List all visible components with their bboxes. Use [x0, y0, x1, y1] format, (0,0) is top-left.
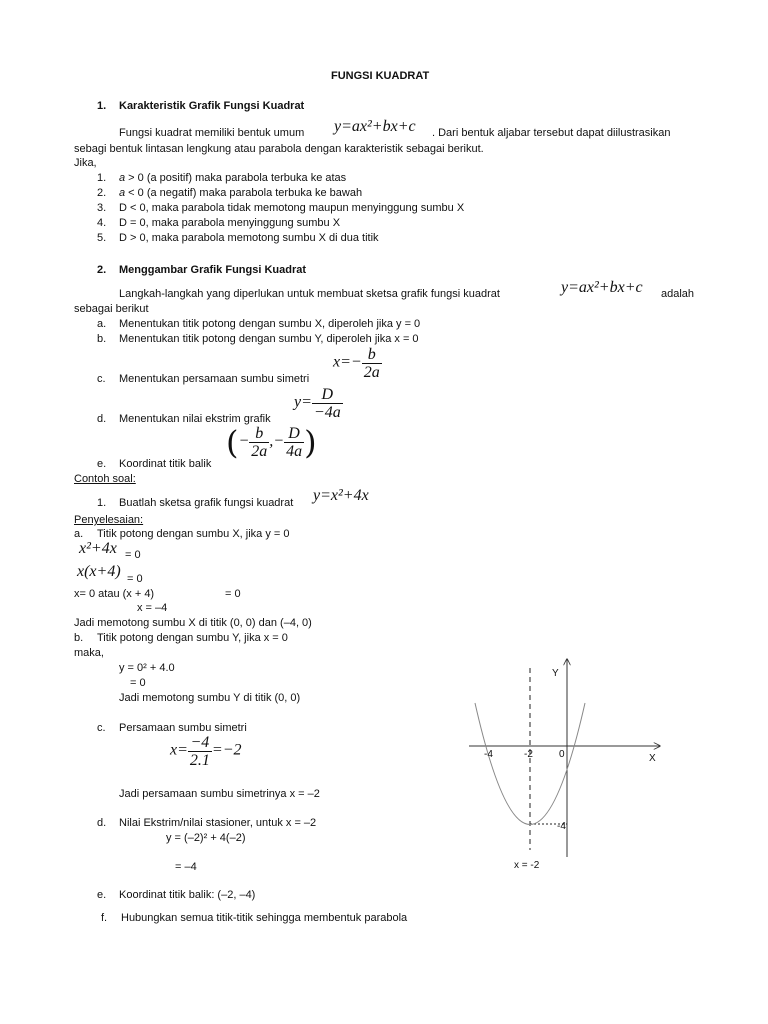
- step-text: Menentukan persamaan sumbu simetri: [119, 373, 310, 385]
- x-axis-label: X: [649, 753, 656, 764]
- jika-label: Jika,: [74, 157, 97, 169]
- section2-intro-b: adalah: [661, 288, 695, 300]
- solution-b-text: Titik potong dengan sumbu Y, jika x = 0: [97, 632, 288, 644]
- extreme-numerator: D: [312, 386, 343, 404]
- characteristic-text: D < 0, maka parabola tidak memotong maupun menyinggung sumbu X: [119, 202, 465, 214]
- step-letter: d.: [97, 413, 107, 425]
- extreme-denominator: −4a: [313, 404, 341, 421]
- root-zero-eq: = 0: [225, 588, 241, 600]
- extreme-line-1: y = (–2)² + 4(–2): [166, 832, 246, 844]
- characteristic-number: 4.: [97, 217, 107, 229]
- symmetry-axis-label: x = -2: [514, 860, 540, 871]
- page-title: FUNGSI KUADRAT: [331, 70, 430, 82]
- general-formula: y=ax²+bx+c: [334, 118, 416, 135]
- characteristic-item: [119, 217, 340, 230]
- example-heading: Contoh soal:: [74, 473, 136, 485]
- characteristic-text: > 0 (a positif) maka parabola terbuka ke atas: [125, 172, 347, 184]
- characteristic-number: 3.: [97, 202, 107, 214]
- step-text: Menentukan nilai ekstrim grafik: [119, 413, 271, 425]
- example-function: y=x²+4x: [313, 487, 369, 504]
- characteristic-text: < 0 (a negatif) maka parabola terbuka ke bawah: [125, 187, 363, 199]
- section2-heading: Menggambar Grafik Fungsi Kuadrat: [119, 264, 307, 276]
- section2-intro-c: sebagai berikut: [74, 303, 149, 315]
- characteristic-item: [119, 172, 346, 185]
- turning-den-2: 4a: [286, 443, 303, 460]
- characteristic-item: [119, 187, 362, 200]
- y-intercept-line-2: = 0: [130, 677, 146, 689]
- solution-b-label: b.: [74, 632, 84, 644]
- vertex-y-label: -4: [557, 821, 566, 832]
- solution-heading: Penyelesaian:: [74, 514, 144, 526]
- solution-e-label: e.: [97, 889, 107, 901]
- root-minus-four: x = –4: [137, 602, 168, 614]
- y-intercept-line-1: y = 0² + 4.0: [119, 662, 175, 674]
- symmetry-denominator: 2a: [363, 364, 380, 381]
- characteristic-item: [119, 232, 379, 245]
- equation-1-zero: = 0: [125, 549, 141, 561]
- x-intercepts-conclusion: Jadi memotong sumbu X di titik (0, 0) dan (–4, 0): [74, 617, 312, 629]
- solution-d-label: d.: [97, 817, 107, 829]
- step-letter: e.: [97, 458, 107, 470]
- solution-d-text: Nilai Ekstrim/nilai stasioner, untuk x = –2: [119, 817, 317, 829]
- sym-comp-numerator: −4: [188, 734, 212, 752]
- root-zero: x= 0 atau (x + 4): [74, 588, 155, 600]
- symmetry-conclusion: Jadi persamaan sumbu simetrinya x = –2: [119, 788, 320, 800]
- step-letter: c.: [97, 373, 106, 385]
- solution-c-label: c.: [97, 722, 106, 734]
- characteristic-text: D = 0, maka parabola menyinggung sumbu X: [119, 217, 341, 229]
- turning-den-1: 2a: [251, 443, 268, 460]
- tick-label-minus-4: -4: [484, 749, 493, 760]
- tick-label-origin: 0: [559, 749, 565, 760]
- step-text: Koordinat titik balik: [119, 458, 212, 470]
- characteristic-text: D > 0, maka parabola memotong sumbu X di dua titik: [119, 232, 379, 244]
- section1-heading: Karakteristik Grafik Fungsi Kuadrat: [119, 100, 305, 112]
- step-letter: b.: [97, 333, 107, 345]
- step-text: Menentukan titik potong dengan sumbu X, diperoleh jika y = 0: [119, 318, 421, 330]
- characteristic-variable: a: [119, 187, 126, 199]
- section1-intro-a: Fungsi kuadrat memiliki bentuk umum: [119, 127, 305, 139]
- section1-intro-c: sebagi bentuk lintasan lengkung atau parabola dengan karakteristik sebagai berikut.: [74, 143, 484, 155]
- symmetry-numerator: b: [362, 346, 382, 364]
- example-question-text: Buatlah sketsa grafik fungsi kuadrat: [119, 497, 294, 509]
- symmetry-lhs: x=−: [333, 353, 362, 371]
- extreme-lhs: y=: [294, 393, 312, 411]
- equation-2: x(x+4): [77, 563, 121, 580]
- y-axis-label: Y: [552, 668, 559, 679]
- solution-a-text: Titik potong dengan sumbu X, jika y = 0: [97, 528, 290, 540]
- equation-1: x²+4x: [79, 540, 117, 557]
- tick-label-minus-2: -2: [524, 749, 533, 760]
- section1-intro-b: . Dari bentuk aljabar tersebut dapat diilustrasikan: [432, 127, 671, 139]
- section2-number: 2.: [97, 264, 107, 276]
- solution-c-text: Persamaan sumbu simetri: [119, 722, 247, 734]
- characteristic-number: 2.: [97, 187, 107, 199]
- section2-intro-a: Langkah-langkah yang diperlukan untuk membuat sketsa grafik fungsi kuadrat: [119, 288, 500, 300]
- general-formula-2: y=ax²+bx+c: [561, 279, 643, 296]
- example-question-number: 1.: [97, 497, 107, 509]
- parabola-curve: [475, 703, 585, 825]
- turning-num-1: b: [249, 425, 269, 443]
- symmetry-formula: [333, 346, 382, 381]
- step-letter: a.: [97, 318, 107, 330]
- solution-e-text: Koordinat titik balik: (–2, –4): [119, 889, 256, 901]
- characteristic-number: 1.: [97, 172, 107, 184]
- solution-a-label: a.: [74, 528, 84, 540]
- characteristic-number: 5.: [97, 232, 107, 244]
- turning-point-formula: (− $\frac{b}{2a}$ ,− $\frac{D}{4a}$ ): [226, 423, 317, 462]
- maka-label: maka,: [74, 647, 104, 659]
- solution-f-text: Hubungkan semua titik-titik sehingga membentuk parabola: [121, 912, 408, 924]
- characteristic-item: [119, 202, 464, 215]
- extreme-formula: [294, 386, 343, 421]
- characteristic-variable: a: [119, 172, 126, 184]
- extreme-line-2: = –4: [175, 861, 197, 873]
- sym-comp-lhs: x=: [170, 741, 188, 759]
- solution-f-label: f.: [101, 912, 108, 924]
- equation-2-zero: = 0: [127, 573, 143, 585]
- sym-comp-rhs: =−2: [211, 741, 242, 759]
- turning-num-2: D: [284, 425, 304, 443]
- symmetry-computation: [170, 734, 242, 769]
- sym-comp-denominator: 2.1: [189, 752, 210, 769]
- section1-number: 1.: [97, 100, 107, 112]
- step-text: Menentukan titik potong dengan sumbu Y, diperoleh jika x = 0: [119, 333, 419, 345]
- y-intercept-conclusion: Jadi memotong sumbu Y di titik (0, 0): [119, 692, 301, 704]
